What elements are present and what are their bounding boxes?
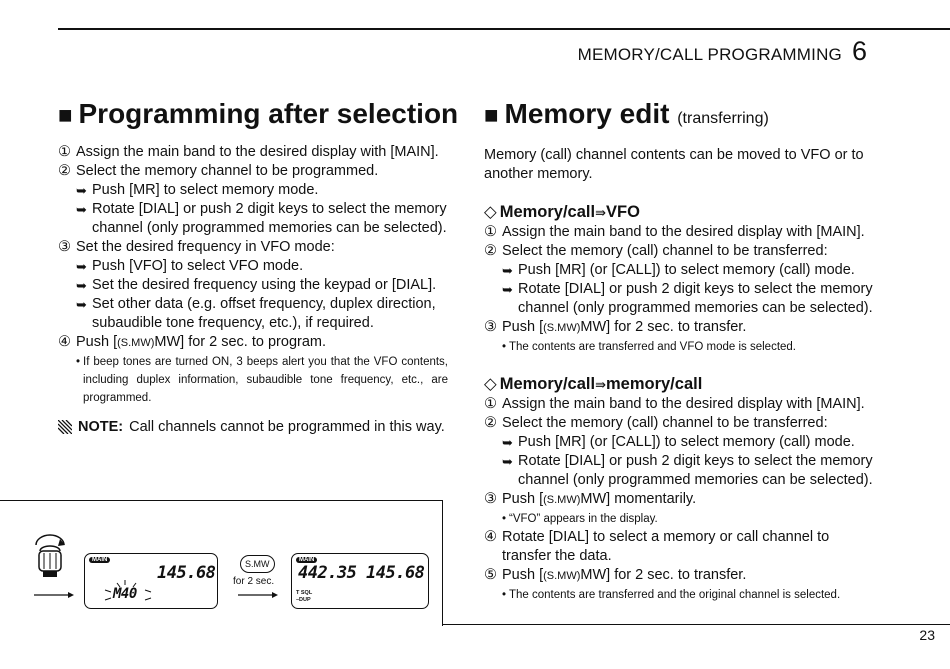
main-indicator: MAIN xyxy=(296,557,317,563)
lcd-frequency: 145.68 xyxy=(157,563,216,583)
top-rule xyxy=(58,28,950,30)
pointing-arrow-icon: ➥ xyxy=(502,263,513,278)
step-3: ③ Push [(S.MW)MW] for 2 sec. to transfer. xyxy=(484,319,747,335)
step-2: ② Select the memory (call) channel to be transferred: xyxy=(484,415,828,431)
smw-key[interactable]: S.MW xyxy=(240,555,275,573)
step-1: ① Assign the main band to the desired display with [MAIN]. xyxy=(58,144,439,160)
step-3: ③ Set the desired frequency in VFO mode: xyxy=(58,239,335,255)
step-2: ② Select the memory channel to be programmed. xyxy=(58,163,379,179)
chapter-number: 6 xyxy=(851,36,867,66)
sub-step: ➥ Rotate [DIAL] or push 2 digit keys to select the memory channel (only programmed memories can be selected). xyxy=(76,201,447,236)
intro-paragraph: Memory (call) channel contents can be moved to VFO or to another memory. xyxy=(484,147,864,182)
dial-knob-icon xyxy=(30,531,70,579)
lcd-frequency-a: 442.35 xyxy=(298,563,357,583)
subhead-memory-to-vfo: ◇ Memory/call⇛VFO xyxy=(484,203,640,221)
step-2: ② Select the memory (call) channel to be transferred: xyxy=(484,243,828,259)
sub-step: ➥ Push [MR] (or [CALL]) to select memory (call) mode. xyxy=(502,262,855,278)
section-heading-programming: ■ Programming after selection xyxy=(58,98,459,129)
pointing-arrow-icon: ➥ xyxy=(76,278,87,293)
diamond-icon: ◇ xyxy=(484,375,497,393)
step-5-note: • The contents are transferred and the original channel is selected. xyxy=(502,589,841,601)
pointing-arrow-icon: ➥ xyxy=(76,183,87,198)
main-indicator: MAIN xyxy=(89,557,110,563)
note xyxy=(58,419,448,435)
step-1: ① Assign the main band to the desired display with [MAIN]. xyxy=(484,396,865,412)
sub-step: ➥ Push [VFO] to select VFO mode. xyxy=(76,258,304,274)
chapter-title: MEMORY/CALL PROGRAMMING xyxy=(577,45,842,64)
step-3-note: • The contents are transferred and VFO mode is selected. xyxy=(502,341,797,353)
dup-indicator: –DUP xyxy=(296,597,311,603)
sub-step: ➥ Rotate [DIAL] or push 2 digit keys to select the memory channel (only programmed memories can be selected). xyxy=(502,281,873,316)
diamond-icon: ◇ xyxy=(484,203,497,221)
pointing-arrow-icon: ➥ xyxy=(502,282,513,297)
lcd-display-2 xyxy=(291,553,429,609)
lcd-display-1 xyxy=(84,553,218,609)
pointing-arrow-icon: ➥ xyxy=(76,297,87,312)
sub-step: ➥ Set the desired frequency using the keypad or [DIAL]. xyxy=(76,277,437,293)
arrow-right-icon xyxy=(34,591,74,599)
tsql-indicator: T SQL xyxy=(296,590,313,596)
step-3: ③ Push [(S.MW)MW] momentarily. xyxy=(484,491,697,507)
subhead-memory-to-memory: ◇ Memory/call⇛memory/call xyxy=(484,375,703,393)
lcd-channel: M40 xyxy=(113,586,137,602)
note-label: NOTE: xyxy=(78,419,124,435)
right-column xyxy=(484,97,874,604)
square-bullet-icon: ■ xyxy=(58,102,73,129)
pointing-arrow-icon: ➥ xyxy=(76,259,87,274)
sub-step: ➥ Rotate [DIAL] or push 2 digit keys to select the memory channel (only programmed memories can be selected). xyxy=(502,453,873,488)
pointing-arrow-icon: ➥ xyxy=(502,435,513,450)
arrow-icon: ⇛ xyxy=(595,205,606,220)
lcd-frequency-b: 145.68 xyxy=(366,563,425,583)
step-4-note: • If beep tones are turned ON, 3 beeps alert you that the VFO contents, including duplex information, subaudible tone frequency, etc., are programmed. xyxy=(76,356,448,404)
section-heading-memory-edit: ■ Memory edit (transferring) xyxy=(484,98,769,129)
bottom-rule xyxy=(442,624,950,625)
sub-step: ➥ Push [MR] to select memory mode. xyxy=(76,182,319,198)
pointing-arrow-icon: ➥ xyxy=(502,454,513,469)
left-column xyxy=(58,97,459,435)
step-3-note: • “VFO” appears in the display. xyxy=(502,513,658,525)
illustration-panel xyxy=(0,500,443,626)
blink-rays-icon xyxy=(103,580,153,606)
note-hatch-icon xyxy=(58,420,72,434)
sub-step: ➥ Set other data (e.g. offset frequency, duplex direction, subaudible tone frequency, etc.), if required. xyxy=(76,296,436,331)
step-1: ① Assign the main band to the desired display with [MAIN]. xyxy=(484,224,865,240)
pointing-arrow-icon: ➥ xyxy=(76,202,87,217)
note-text: Call channels cannot be programmed in this way. xyxy=(129,419,445,435)
key-caption: for 2 sec. xyxy=(233,576,275,587)
arrow-icon: ⇛ xyxy=(595,377,606,392)
page-number: 23 xyxy=(919,627,935,643)
chapter-header xyxy=(578,38,867,65)
arrow-right-icon xyxy=(238,591,278,599)
step-5: ⑤ Push [(S.MW)MW] for 2 sec. to transfer. xyxy=(484,567,747,583)
step-4: ④ Push [(S.MW)MW] for 2 sec. to program. xyxy=(58,334,327,350)
sub-step: ➥ Push [MR] (or [CALL]) to select memory (call) mode. xyxy=(502,434,855,450)
step-4: ④ Rotate [DIAL] to select a memory or call channel to transfer the data. xyxy=(484,529,830,564)
square-bullet-icon: ■ xyxy=(484,102,499,129)
